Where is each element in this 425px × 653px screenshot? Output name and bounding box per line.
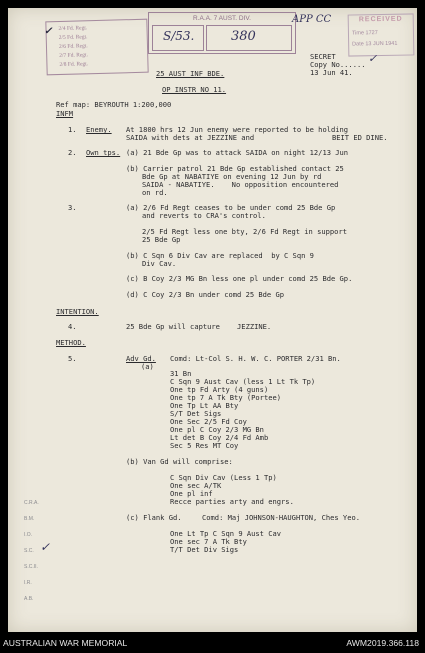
list-item: Sec 5 Res MT Coy bbox=[170, 441, 239, 450]
circulation-item: I.R. bbox=[24, 580, 32, 586]
list-item: One sec A/TK bbox=[170, 481, 222, 490]
para-text: Comd: Maj JOHNSON-HAUGHTON, Ches Yeo. bbox=[202, 513, 361, 522]
circulation-item: S.C. bbox=[24, 548, 34, 554]
para-text: 2/5 Fd Regt less one bty, 2/6 Fd Regt in support bbox=[142, 227, 347, 236]
infm-heading: INFM bbox=[56, 109, 74, 118]
circulation-list bbox=[24, 500, 54, 612]
list-item: One Sec 2/5 Fd Coy bbox=[170, 417, 247, 426]
para-text: (a) 2/6 Fd Regt ceases to be under comd 25 Bde Gp bbox=[126, 203, 336, 212]
para-text: At 1800 hrs 12 Jun enemy were reported to be holding bbox=[126, 125, 349, 134]
para-number: 1. bbox=[68, 125, 77, 134]
para-text: BEIT ED DINE. bbox=[332, 133, 388, 142]
para-text: (c) B Coy 2/3 MG Bn less one pl under comd 25 Bde Gp. bbox=[126, 274, 353, 283]
para-text: (a) bbox=[141, 362, 154, 371]
check-mark-icon: ✓ bbox=[44, 26, 53, 37]
regiment-distribution-stamp bbox=[45, 19, 148, 76]
para-heading-enemy: Enemy. bbox=[86, 125, 112, 134]
hq-heading: 25 AUST INF BDE. bbox=[156, 69, 225, 78]
para-text: SAIDA - NABATIYE. No opposition encountered bbox=[142, 180, 339, 189]
document-title: OP INSTR NO 11. bbox=[162, 85, 227, 94]
footer-bar bbox=[0, 637, 425, 653]
received-date: Date 13 JUN 1941 bbox=[352, 40, 398, 48]
circulation-item: S.C.II. bbox=[24, 564, 38, 570]
para-text: (b) Carrier patrol 21 Bde Gp established contact 25 bbox=[126, 164, 344, 173]
handwritten-tick-icon: ✓ bbox=[40, 540, 51, 554]
ref-map: Ref map: BEYROUTH 1:200,000 bbox=[56, 100, 172, 109]
list-item: One tp Fd Arty (4 guns) bbox=[170, 385, 269, 394]
circulation-item: C.R.A. bbox=[24, 500, 39, 506]
para-number: 3. bbox=[68, 203, 77, 212]
para-number: 4. bbox=[68, 322, 77, 331]
para-text: (a) 21 Bde Gp was to attack SAIDA on night 12/13 Jun bbox=[126, 148, 349, 157]
para-text: Comd: Lt-Col S. H. W. C. PORTER 2/31 Bn. bbox=[170, 354, 341, 363]
raa-ref-box bbox=[152, 25, 204, 51]
received-time: Time 1727 bbox=[351, 30, 378, 37]
para-heading-own-tps: Own tps. bbox=[86, 148, 121, 157]
para-text: (b) Van Gd will comprise: bbox=[126, 457, 233, 466]
list-item: One sec 7 A Tk Bty bbox=[170, 537, 247, 546]
received-stamp bbox=[348, 13, 415, 56]
raa-number-box bbox=[206, 25, 292, 51]
list-item: T/T Det Div Sigs bbox=[170, 545, 239, 554]
intention-heading: INTENTION. bbox=[56, 307, 99, 316]
secret-label: SECRET bbox=[310, 52, 336, 61]
stamp-line: 2/5 Fd. Regt. bbox=[58, 34, 88, 41]
stamp-line: 2/8 Fd. Regt. bbox=[59, 61, 89, 68]
para-text: 25 Bde Gp bbox=[142, 235, 181, 244]
list-item: C Sqn Div Cav (Less 1 Tp) bbox=[170, 473, 277, 482]
raa-stamp bbox=[148, 12, 296, 54]
para-number: 2. bbox=[68, 148, 77, 157]
para-number: 5. bbox=[68, 354, 77, 363]
para-text: and reverts to CRA's control. bbox=[142, 211, 266, 220]
para-text: (c) Flank Gd. bbox=[126, 513, 182, 522]
list-item: S/T Det Sigs bbox=[170, 409, 222, 418]
para-heading-adv-gd: Adv Gd. bbox=[126, 354, 156, 363]
list-item: Lt det B Coy 2/4 Fd Amb bbox=[170, 433, 269, 442]
signature-mark: ✓ bbox=[368, 52, 378, 65]
para-text: Bde Gp at NABATIYE on evening 12 Jun by rd bbox=[142, 172, 322, 181]
footer-accession-number: AWM2019.366.118 bbox=[346, 638, 419, 648]
circulation-item: A.B. bbox=[24, 596, 34, 602]
list-item: Recce parties arty and engrs. bbox=[170, 497, 294, 506]
method-heading: METHOD. bbox=[56, 338, 86, 347]
para-text: (d) C Coy 2/3 Bn under comd 25 Bde Gp bbox=[126, 290, 285, 299]
circulation-item: B.M. bbox=[24, 516, 35, 522]
list-item: One Tp Lt AA Bty bbox=[170, 401, 239, 410]
footer-credit: AUSTRALIAN WAR MEMORIAL bbox=[3, 638, 128, 648]
para-text: Div Cav. bbox=[142, 259, 177, 268]
handwritten-initials: APP CC bbox=[292, 14, 332, 25]
list-item: 31 Bn bbox=[170, 369, 192, 378]
received-header: RECEIVED bbox=[358, 15, 403, 24]
raa-stamp-header: R.A.A. 7 AUST. DIV. bbox=[193, 15, 251, 22]
document-date: 13 Jun 41. bbox=[310, 68, 353, 77]
para-text: (b) C Sqn 6 Div Cav are replaced by C Sqn 9 bbox=[126, 251, 314, 260]
para-text: 25 Bde Gp will capture JEZZINE. bbox=[126, 322, 272, 331]
raa-number: 380 bbox=[231, 29, 256, 44]
list-item: One pl inf bbox=[170, 489, 213, 498]
circulation-item: I.O. bbox=[24, 532, 33, 538]
list-item: C Sqn 9 Aust Cav (less 1 Lt Tk Tp) bbox=[170, 377, 316, 386]
copy-number: Copy No...... bbox=[310, 60, 366, 69]
raa-ref: S/53. bbox=[163, 29, 195, 43]
para-text: on rd. bbox=[142, 188, 168, 197]
list-item: One tp 7 A Tk Bty (Portee) bbox=[170, 393, 282, 402]
document-page bbox=[8, 8, 417, 632]
para-text: SAIDA with dets at JEZZINE and bbox=[126, 133, 255, 142]
stamp-line: 2/6 Fd. Regt. bbox=[58, 43, 88, 50]
stamp-line: 2/7 Fd. Regt. bbox=[59, 52, 89, 59]
list-item: One pl C Coy 2/3 MG Bn bbox=[170, 425, 264, 434]
list-item: One Lt Tp C Sqn 9 Aust Cav bbox=[170, 529, 282, 538]
stamp-line: 2/4 Fd. Regt. bbox=[58, 25, 88, 33]
